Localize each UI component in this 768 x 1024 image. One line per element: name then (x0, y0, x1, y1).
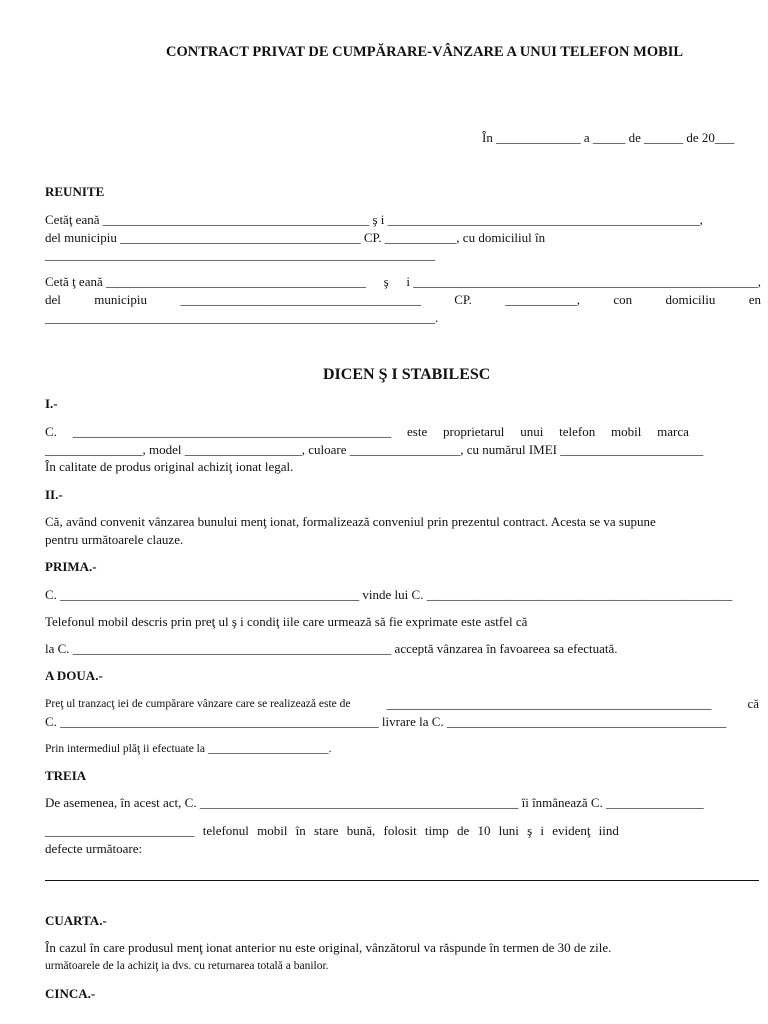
cuarta-line-1: În cazul în care produsul menţ ionat anterior nu este original, vânzătorul va răspunde în termen de 30 de zile. (45, 940, 612, 955)
treia-word-7: folosit (383, 823, 417, 838)
s1-word-5: unui (520, 424, 544, 439)
party2-word-4: CP. (454, 292, 472, 307)
section-1-line-1 (45, 424, 689, 440)
adoua-line-1-right: că (747, 696, 759, 711)
prima-line-3: la C. _________________________________________________ acceptă vânzarea în favoareea sa efectuată. (45, 641, 618, 656)
treia-word-8: timp (424, 823, 449, 838)
dicen-heading: DICEN Ş I STABILESC (323, 366, 491, 383)
party2-line-1 (45, 274, 761, 290)
s1-word-4: proprietarul (443, 424, 505, 439)
treia-word-14: evidenţ (552, 823, 591, 838)
section-1-line-2: _______________, model __________________, culoare _________________, cu numărul IMEI ______________________ (45, 442, 704, 457)
party1-line-3: ____________________________________________________________ (45, 247, 435, 262)
prima-line-1: C. ______________________________________________ vinde lui C. _______________________________________________ (45, 587, 733, 602)
party2-word-8: en (748, 292, 761, 307)
section-1-line-3: În calitate de produs original achiziţ ionat legal. (45, 459, 294, 474)
party2-line-1-mid: ş (383, 274, 389, 289)
treia-word-13: i (540, 823, 544, 838)
treia-word-1: _______________________ (45, 823, 195, 838)
adoua-line-2: C. _________________________________________________ livrare la C. ___________________________________________ (45, 714, 727, 729)
treia-word-2: telefonul (202, 823, 249, 838)
section-2-line-1: Că, având convenit vânzarea bunului menţ ionat, formalizează conveniul prin prezentul contract. Acesta se va supune (45, 514, 656, 529)
party1-line-2: del municipiu _____________________________________ CP. ___________, cu domiciliul în (45, 230, 546, 245)
treia-word-3: mobil (257, 823, 288, 838)
section-2-line-2: pentru următoarele clauze. (45, 532, 184, 547)
section-2-heading: II.- (45, 487, 63, 502)
party2-line-2 (45, 292, 761, 308)
cuarta-heading: CUARTA.- (45, 913, 107, 928)
party2-word-6: con (613, 292, 633, 307)
party2-word-2: municipiu (94, 292, 147, 307)
s1-word-3: este (407, 424, 428, 439)
prima-line-2: Telefonul mobil descris prin preţ ul ş i condiţ iile care urmează să fie exprimate este astfel că (45, 614, 528, 629)
treia-line-2 (45, 823, 619, 839)
s1-word-6: telefon (559, 424, 596, 439)
cuarta-line-2: următoarele de la achiziţ ia dvs. cu returnarea totală a banilor. (45, 960, 329, 972)
party2-word-3: _____________________________________ (180, 292, 421, 307)
adoua-heading: A DOUA.- (45, 668, 103, 683)
defects-blank-line (45, 880, 759, 881)
treia-word-4: în (295, 823, 306, 838)
treia-word-15: iind (598, 823, 619, 838)
s1-word-2: _________________________________________________ (72, 424, 392, 439)
s1-word-7: mobil (611, 424, 642, 439)
party2-word-7: domiciliu (665, 292, 716, 307)
cinca-heading: CINCA.- (45, 986, 96, 1001)
party1-line-1: Cetăţ eană _________________________________________ ş i ________________________________________________, (45, 212, 703, 227)
s1-word-8: marca (657, 424, 689, 439)
treia-line-3: defecte următoare: (45, 841, 143, 856)
reunite-heading: REUNITE (45, 184, 105, 199)
prima-heading: PRIMA.- (45, 559, 97, 574)
treia-line-1: De asemenea, în acest act, C. _________________________________________________ îi înmânează C. _______________ (45, 795, 704, 810)
party2-line-1-right: i _____________________________________________________, (406, 274, 761, 289)
treia-word-11: luni (498, 823, 519, 838)
party2-line-3: ____________________________________________________________. (45, 310, 439, 325)
treia-heading: TREIA (45, 768, 87, 783)
adoua-line-1 (45, 696, 759, 712)
treia-word-10: 10 (477, 823, 491, 838)
treia-word-6: bună, (346, 823, 376, 838)
treia-word-5: stare (314, 823, 339, 838)
party2-word-1: del (45, 292, 61, 307)
section-1-heading: I.- (45, 396, 58, 411)
treia-word-12: ş (527, 823, 533, 838)
party2-word-5: ___________, (505, 292, 581, 307)
treia-word-9: de (456, 823, 470, 838)
adoua-line-1-mid: __________________________________________________ (386, 696, 712, 711)
document-title: CONTRACT PRIVAT DE CUMPĂRARE-VÂNZARE A UNUI TELEFON MOBIL (166, 44, 684, 60)
adoua-line-3: Prin intermediul plăţ ii efectuate la _____________________. (45, 743, 332, 755)
s1-word-1: C. (45, 424, 57, 439)
date-line: În _____________ a _____ de ______ de 20___ (482, 130, 735, 145)
adoua-line-1-left: Preţ ul tranzacţ iei de cumpărare vânzare care se realizează este de (45, 698, 351, 710)
party2-line-1-left: Cetă ţ eană ________________________________________ (45, 274, 366, 289)
